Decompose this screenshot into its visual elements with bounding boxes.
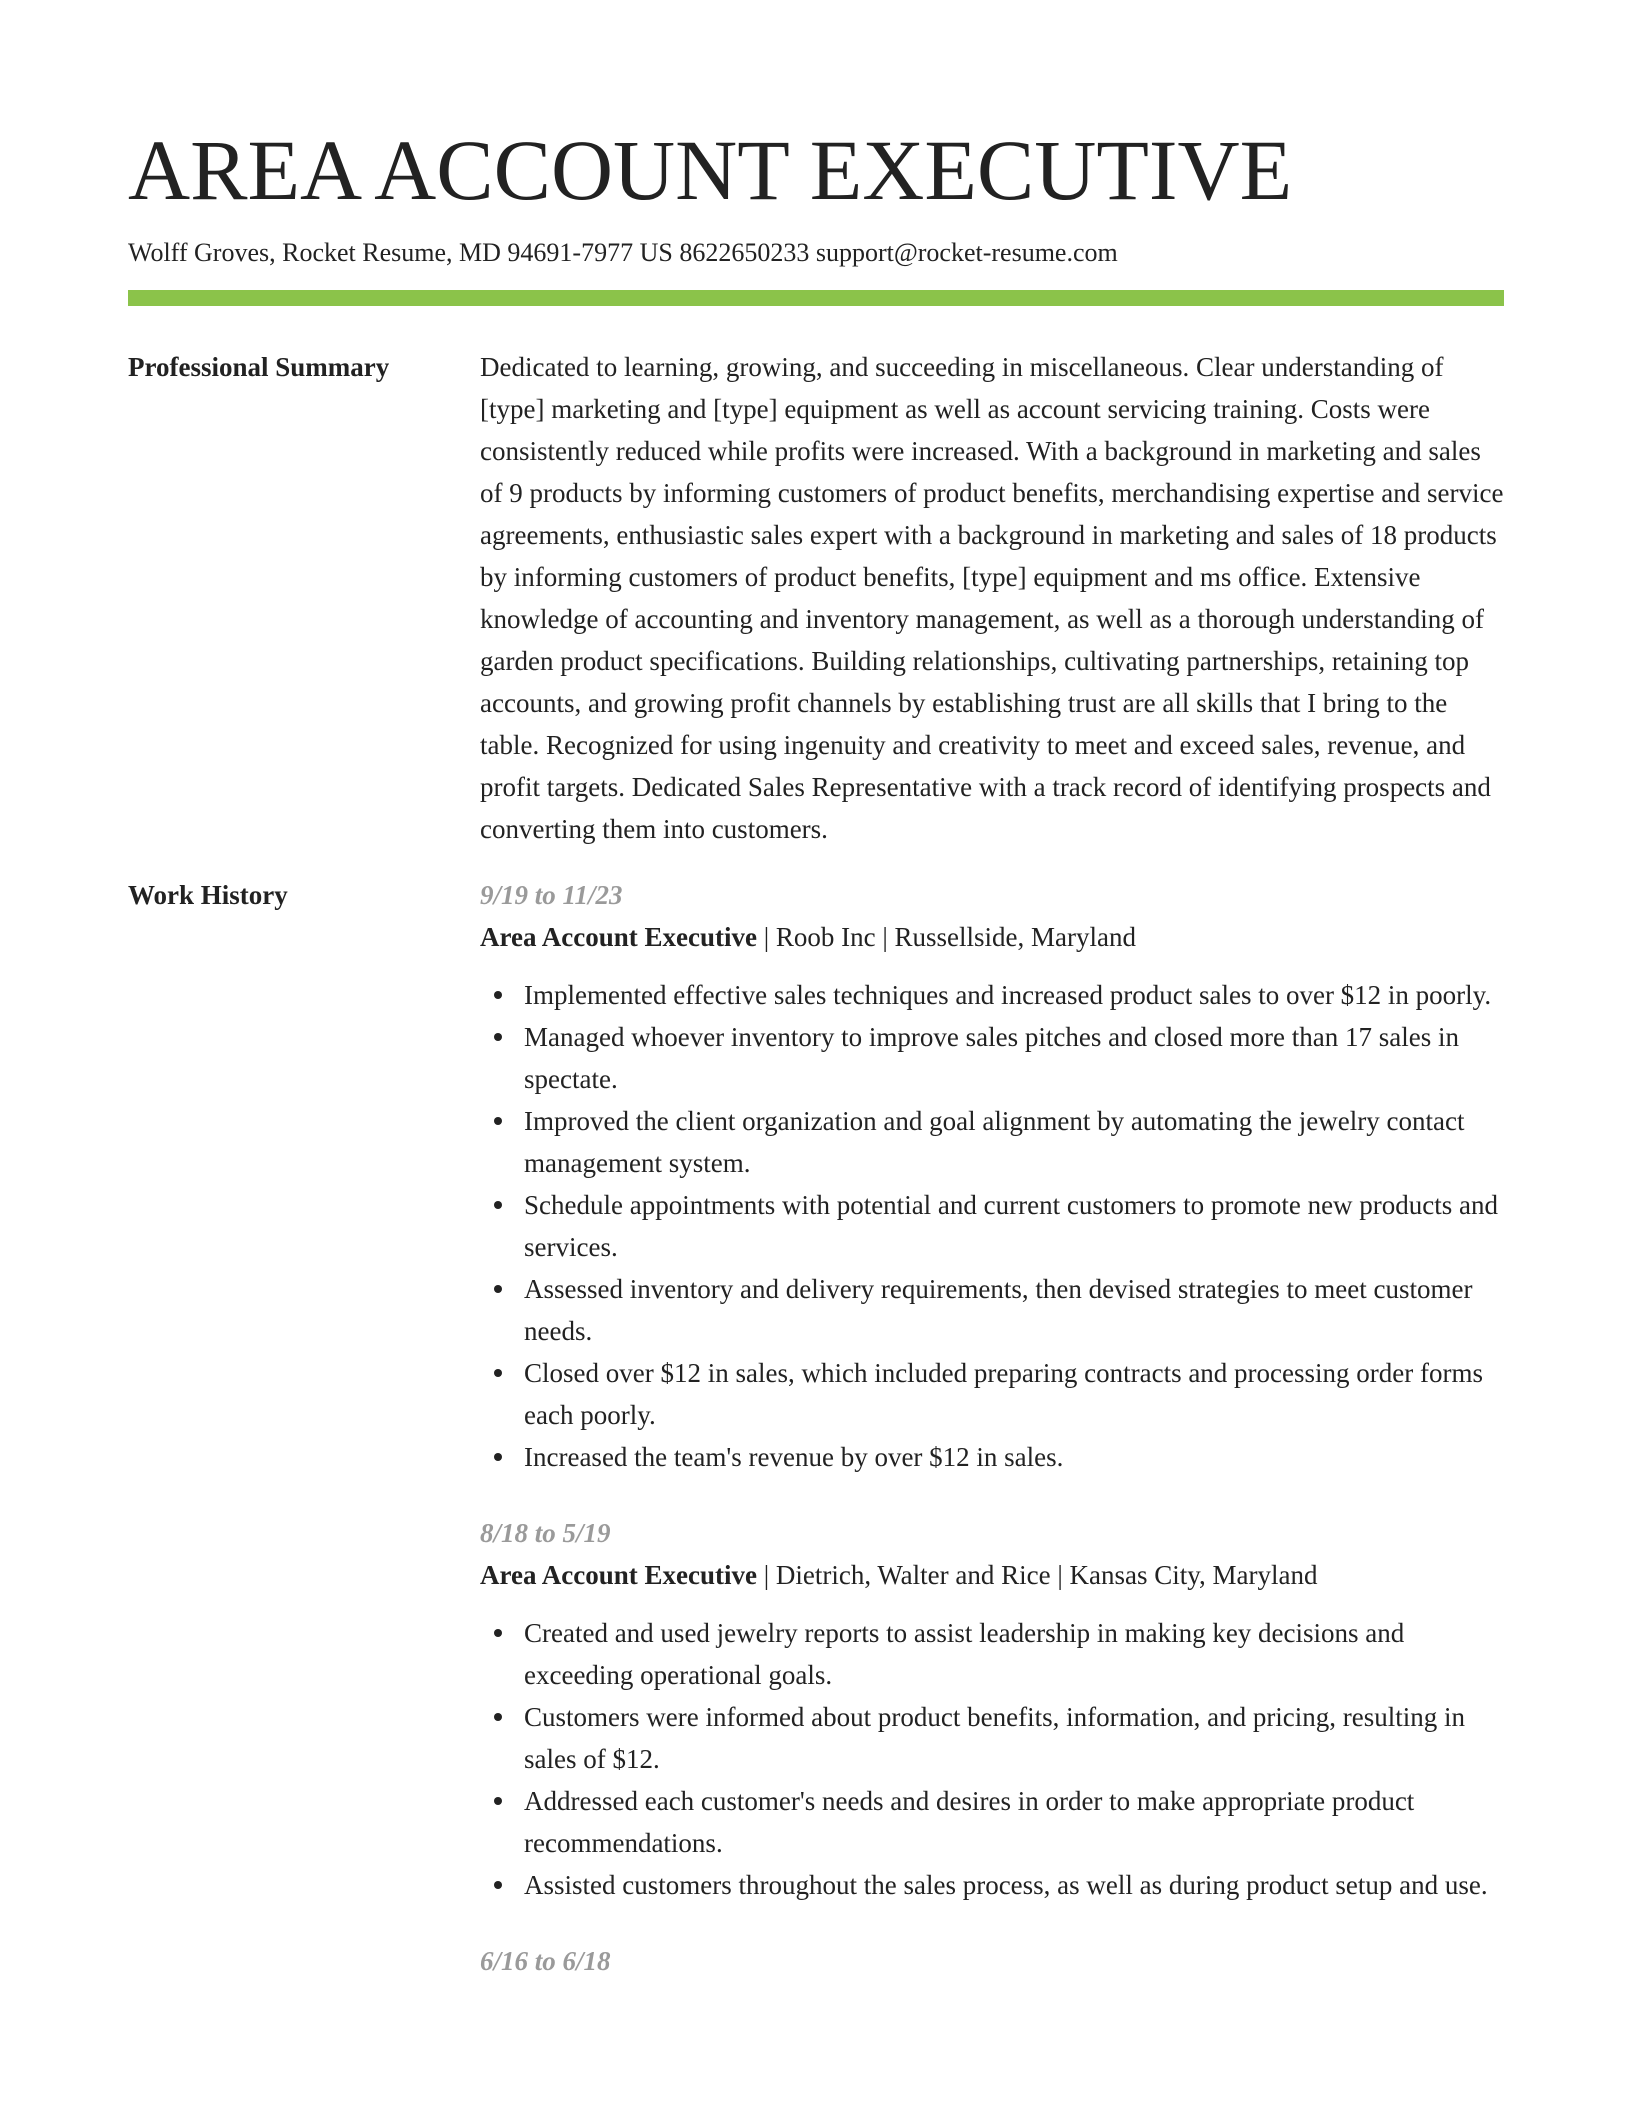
job-details: | Roob Inc | Russellside, Maryland [756,922,1136,952]
work-history-section [128,874,1504,2016]
bullet-item [480,1696,1504,1780]
professional-summary-section [128,346,1504,850]
job-dates: 9/19 to 11/23 [480,880,623,910]
bullet-text: Created and used jewelry reports to assist leadership in making key decisions and exceeding operational goals. [524,1618,1405,1690]
job-entry [480,1940,1504,1982]
accent-divider [128,290,1504,306]
bullet-dot-icon [494,1629,502,1637]
bullet-item [480,1184,1504,1268]
job-dates: 8/18 to 5/19 [480,1518,611,1548]
contact-line: Wolff Groves, Rocket Resume, MD 94691-7977 US 8622650233 support@rocket-resume.com [128,238,1118,267]
bullet-dot-icon [494,1201,502,1209]
job-entry [480,1512,1504,1906]
resume-title: AREA ACCOUNT EXECUTIVE [128,122,1293,218]
bullet-dot-icon [494,1881,502,1889]
bullet-text: Increased the team's revenue by over $12 in sales. [524,1442,1064,1472]
bullet-item [480,1352,1504,1436]
bullet-text: Improved the client organization and goal alignment by automating the jewelry contact management system. [524,1106,1465,1178]
bullet-text: Addressed each customer's needs and desires in order to make appropriate product recommendations. [524,1786,1415,1858]
bullet-dot-icon [494,1369,502,1377]
bullet-dot-icon [494,1033,502,1041]
bullet-text: Implemented effective sales techniques and increased product sales to over $12 in poorly. [524,980,1492,1010]
bullet-text: Schedule appointments with potential and current customers to promote new products and services. [524,1190,1499,1262]
bullet-item [480,1016,1504,1100]
bullet-text: Closed over $12 in sales, which included preparing contracts and processing order forms each poorly. [524,1358,1483,1430]
section-label-summary: Professional Summary [128,352,390,382]
bullet-text: Assessed inventory and delivery requirements, then devised strategies to meet customer needs. [524,1274,1473,1346]
summary-body [480,346,1504,850]
job-dates: 6/16 to 6/18 [480,1946,611,1976]
resume-page [128,116,1504,2016]
bullet-item [480,1864,1504,1906]
bullet-item [480,1436,1504,1478]
bullet-text: Assisted customers throughout the sales process, as well as during product setup and use. [524,1870,1488,1900]
section-label-work-history: Work History [128,880,288,910]
job-bullets [480,974,1504,1478]
bullet-item [480,1100,1504,1184]
job-header [480,916,1504,958]
job-title: Area Account Executive [480,1560,757,1590]
bullet-dot-icon [494,1117,502,1125]
job-bullets [480,1612,1504,1906]
bullet-item [480,974,1504,1016]
bullet-text: Customers were informed about product benefits, information, and pricing, resulting in sales of $12. [524,1702,1466,1774]
bullet-dot-icon [494,1713,502,1721]
bullet-item [480,1780,1504,1864]
summary-text: Dedicated to learning, growing, and succeeding in miscellaneous. Clear understanding of [type] marketing and [type] equipment as well as account servicing training. Costs were consistently reduced while profits were increased. With a background in marketing and sales of 9 products by informing customers of product benefits, merchandising expertise and service agreements, enthusiastic sales expert with a background in marketing and sales of 18 products by informing customers of product benefits, [type] equipment and ms office. Extensive knowledge of accounting and inventory management, as well as a thorough understanding of garden product specifications. Building relationships, cultivating partnerships, retaining top accounts, and growing profit channels by establishing trust are all skills that I bring to the table. Recognized for using ingenuity and creativity to meet and exceed sales, revenue, and profit targets. Dedicated Sales Representative with a track record of identifying prospects and converting them into customers. [480,352,1504,844]
bullet-dot-icon [494,1285,502,1293]
bullet-item [480,1612,1504,1696]
bullet-text: Managed whoever inventory to improve sales pitches and closed more than 17 sales in spectate. [524,1022,1459,1094]
work-history-body [480,874,1504,2016]
job-header [480,1554,1504,1596]
bullet-dot-icon [494,1453,502,1461]
job-title: Area Account Executive [480,922,757,952]
job-details: | Dietrich, Walter and Rice | Kansas City, Maryland [756,1560,1318,1590]
bullet-item [480,1268,1504,1352]
bullet-dot-icon [494,1797,502,1805]
job-entry [480,874,1504,1478]
bullet-dot-icon [494,991,502,999]
